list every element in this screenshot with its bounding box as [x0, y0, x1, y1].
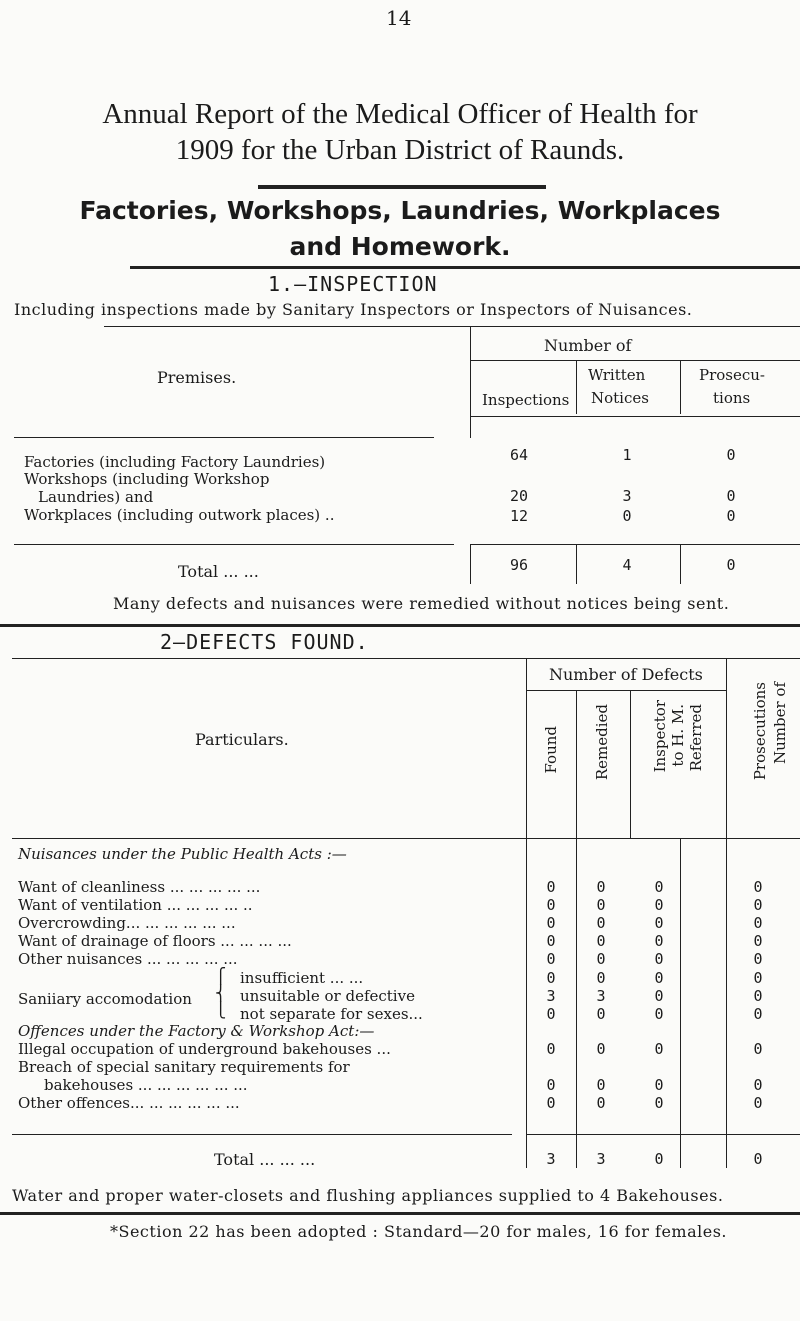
breach-referred: 0 [654, 1076, 664, 1094]
total-rule-left [14, 544, 454, 545]
total-remedied: 3 [596, 1150, 606, 1168]
total-rule-right [470, 544, 800, 545]
sanitary-row-value-0-3: 0 [753, 969, 763, 987]
breach-prosecutions: 0 [753, 1076, 763, 1094]
nuisance-row-label-2: Overcrowding... ... ... ... ... ... [18, 914, 236, 932]
col-remedied: Remedied [593, 704, 611, 781]
sanitary-row-value-2-2: 0 [654, 1005, 664, 1023]
illegal-remedied: 0 [596, 1040, 606, 1058]
col-prosec-l1: Number of [771, 682, 789, 765]
nuisance-row-value-3-1: 0 [596, 932, 606, 950]
premises-workplaces: Workplaces (including outwork places) .. [24, 506, 335, 524]
inspection-title: 1.—INSPECTION [268, 272, 438, 296]
nuisance-row-value-0-2: 0 [654, 878, 664, 896]
sanitary-row-value-1-3: 0 [753, 987, 763, 1005]
report-title-line2: 1909 for the Urban District of Raunds. [175, 134, 625, 166]
total-defect-prosecutions: 0 [753, 1150, 763, 1168]
nuisance-row-value-1-3: 0 [753, 896, 763, 914]
workshops-notices: 3 [622, 487, 632, 505]
nuisance-row-value-4-1: 0 [596, 950, 606, 968]
number-of-rule [470, 360, 800, 361]
nuisance-row-value-3-3: 0 [753, 932, 763, 950]
sanitary-row-label-1: unsuitable or defective [240, 987, 415, 1005]
illegal-prosecutions: 0 [753, 1040, 763, 1058]
sanitary-brace: ⎧ ⎨ ⎩ [215, 967, 227, 1019]
sanitary-row-value-2-1: 0 [596, 1005, 606, 1023]
inspection-top-rule [104, 326, 800, 327]
nuisance-row-label-3: Want of drainage of floors ... ... ... ... [18, 932, 292, 950]
col-number-of: Number of [544, 336, 632, 355]
premises-factories: Factories (including Factory Laundries) [24, 453, 326, 471]
nuisance-row-value-0-0: 0 [546, 878, 556, 896]
premises-workshops-l2: Laundries) and [38, 488, 154, 506]
sanitary-row-value-2-3: 0 [753, 1005, 763, 1023]
report-title-line1: Annual Report of the Medical Officer of Health for [102, 98, 698, 130]
defects-vline-1 [526, 658, 527, 838]
illegal-found: 0 [546, 1040, 556, 1058]
title-rule [258, 185, 546, 189]
total-referred: 0 [654, 1150, 664, 1168]
workshops-inspections: 20 [509, 487, 529, 505]
col-notices-l2: Notices [591, 389, 649, 407]
factories-inspections: 64 [509, 446, 529, 464]
row-other-offences: Other offences... ... ... ... ... ... [18, 1094, 240, 1112]
breach-found: 0 [546, 1076, 556, 1094]
total-inspections: 96 [509, 556, 529, 574]
other-referred: 0 [654, 1094, 664, 1112]
nuisance-row-label-4: Other nuisances ... ... ... ... ... [18, 950, 238, 968]
nuisance-row-value-1-0: 0 [546, 896, 556, 914]
row-illegal-occupation: Illegal occupation of underground bakehouses ... [18, 1040, 391, 1058]
sanitary-row-label-0: insufficient ... ... [240, 969, 364, 987]
row-breach-l2: bakehouses ... ... ... ... ... ... [44, 1076, 248, 1094]
premises-header-rule [14, 437, 434, 438]
other-prosecutions: 0 [753, 1094, 763, 1112]
col-referred-l3: Inspector [651, 700, 669, 773]
col-number-defects: Number of Defects [549, 665, 703, 684]
col-prosec-l2: Prosecutions [751, 682, 769, 781]
number-header-rule [470, 416, 800, 417]
total-found: 3 [546, 1150, 556, 1168]
inspection-vline-1 [470, 326, 471, 438]
nuisance-row-label-1: Want of ventilation ... ... ... ... .. [18, 896, 253, 914]
nuisance-row-value-2-1: 0 [596, 914, 606, 932]
defects-vline-4 [726, 658, 727, 838]
factories-notices: 1 [622, 446, 632, 464]
nuisance-row-value-3-2: 0 [654, 932, 664, 950]
nuisance-row-value-3-0: 0 [546, 932, 556, 950]
defects-body-vline-2 [576, 838, 577, 1168]
col-prosec-l1: Prosecu- [699, 366, 765, 384]
section-heading-line1: Factories, Workshops, Laundries, Workplaces [79, 196, 721, 225]
defects-body-vline-4 [726, 838, 727, 1168]
nuisance-row-label-0: Want of cleanliness ... ... ... ... ... [18, 878, 261, 896]
inspection-vline-2 [576, 360, 577, 414]
total-prosecutions: 0 [726, 556, 736, 574]
col-premises: Premises. [157, 368, 237, 387]
other-found: 0 [546, 1094, 556, 1112]
inspection-note: Many defects and nuisances were remedied without notices being sent. [113, 594, 730, 613]
nuisance-row-value-0-3: 0 [753, 878, 763, 896]
sanitary-row-value-0-2: 0 [654, 969, 664, 987]
workplaces-inspections: 12 [509, 507, 529, 525]
total-notices: 4 [622, 556, 632, 574]
inspection-total-vline-3 [680, 544, 681, 584]
nuisance-row-value-1-1: 0 [596, 896, 606, 914]
nuisance-row-value-2-2: 0 [654, 914, 664, 932]
sanitary-row-label-2: not separate for sexes... [240, 1005, 423, 1023]
inspection-total-vline-1 [470, 544, 471, 584]
inspection-total-vline-2 [576, 544, 577, 584]
col-found: Found [542, 726, 560, 774]
row-breach-l1: Breach of special sanitary requirements for [18, 1058, 350, 1076]
col-referred-l1: Referred [687, 704, 705, 772]
nuisance-row-value-2-0: 0 [546, 914, 556, 932]
sanitary-row-value-0-1: 0 [596, 969, 606, 987]
premises-workshops-l1: Workshops (including Workshop [24, 470, 270, 488]
defects-header-rule [12, 838, 800, 839]
col-prosec-l2: tions [713, 389, 751, 407]
defects-body-vline-1 [526, 838, 527, 1168]
section-divider [0, 624, 800, 627]
sanitary-row-value-2-0: 0 [546, 1005, 556, 1023]
nuisance-row-value-0-1: 0 [596, 878, 606, 896]
section-public-health: Nuisances under the Public Health Acts :— [18, 845, 347, 863]
heading-rule [130, 266, 800, 269]
col-referred-l2: to H. M. [669, 704, 687, 767]
defects-total-rule-left [12, 1134, 512, 1135]
defects-title: 2—DEFECTS FOUND. [160, 630, 369, 654]
col-inspections: Inspections [482, 391, 570, 409]
nuisance-row-value-1-2: 0 [654, 896, 664, 914]
other-remedied: 0 [596, 1094, 606, 1112]
sanitary-row-value-1-1: 3 [596, 987, 606, 1005]
sanitary-label: Saniiary accomodation [18, 990, 192, 1008]
defects-total-rule-right [526, 1134, 800, 1135]
defects-note-2: *Section 22 has been adopted : Standard—20 for males, 16 for females. [110, 1222, 728, 1241]
illegal-referred: 0 [654, 1040, 664, 1058]
defects-vline-2 [576, 690, 577, 838]
nuisance-row-value-4-3: 0 [753, 950, 763, 968]
workshops-prosecutions: 0 [726, 487, 736, 505]
section-heading-line2: and Homework. [289, 232, 511, 261]
nuisance-row-value-4-2: 0 [654, 950, 664, 968]
defects-total-label: Total ... ... ... [214, 1150, 316, 1169]
sanitary-row-value-1-0: 3 [546, 987, 556, 1005]
workplaces-notices: 0 [622, 507, 632, 525]
defects-top-rule [12, 658, 800, 659]
defects-subheader-rule [526, 690, 726, 691]
col-notices-l1: Written [588, 366, 646, 384]
col-particulars: Particulars. [195, 730, 289, 749]
nuisance-row-value-2-3: 0 [753, 914, 763, 932]
defects-note-1: Water and proper water-closets and flushing appliances supplied to 4 Bakehouses. [12, 1186, 724, 1205]
defects-body-vline-3 [680, 838, 681, 1168]
bottom-rule [0, 1212, 800, 1215]
page-number: 14 [386, 6, 412, 30]
defects-vline-3 [630, 690, 631, 838]
nuisance-row-value-4-0: 0 [546, 950, 556, 968]
workplaces-prosecutions: 0 [726, 507, 736, 525]
inspection-subtitle: Including inspections made by Sanitary Inspectors or Inspectors of Nuisances. [14, 300, 693, 319]
section-factory-act: Offences under the Factory & Workshop Act:— [18, 1022, 375, 1040]
factories-prosecutions: 0 [726, 446, 736, 464]
breach-remedied: 0 [596, 1076, 606, 1094]
inspection-total-label: Total ... ... [178, 562, 259, 581]
sanitary-row-value-0-0: 0 [546, 969, 556, 987]
inspection-vline-3 [680, 360, 681, 414]
sanitary-row-value-1-2: 0 [654, 987, 664, 1005]
